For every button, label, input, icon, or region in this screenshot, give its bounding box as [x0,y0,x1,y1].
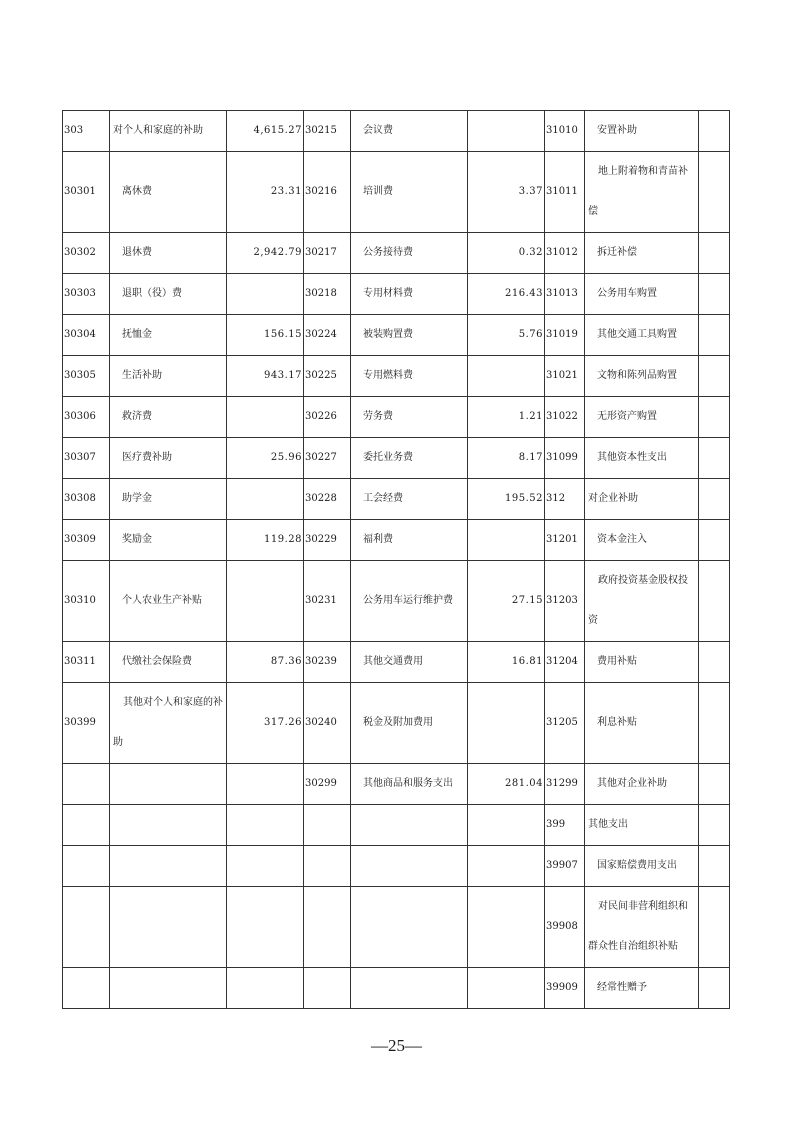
name-cell: 代缴社会保险费 [110,642,227,683]
amount-cell: 87.36 [227,642,304,683]
page-number: —25— [371,1036,422,1055]
name-cell: 对企业补助 [585,479,699,520]
code-cell: 30304 [63,315,110,356]
amount-cell [227,846,304,887]
wrapped-name: 政府投资基金股权投资 [588,575,688,626]
name-cell: 其他交通工具购置 [585,315,699,356]
amount-cell [699,315,730,356]
name-cell [110,683,227,764]
name-cell: 委托业务费 [351,438,468,479]
name-cell: 奖励金 [110,520,227,561]
amount-cell: 317.26 [227,683,304,764]
amount-cell [468,968,545,1009]
amount-cell [468,520,545,561]
code-cell [63,887,110,968]
code-cell: 39907 [545,846,585,887]
name-cell [351,887,468,968]
code-cell: 30224 [304,315,351,356]
code-cell: 30306 [63,397,110,438]
name-cell [110,805,227,846]
table-row [63,397,730,438]
code-cell: 30311 [63,642,110,683]
amount-cell [699,520,730,561]
name-cell: 退休费 [110,233,227,274]
code-cell: 31201 [545,520,585,561]
amount-cell [699,805,730,846]
amount-cell [699,274,730,315]
code-cell [304,805,351,846]
code-cell: 30240 [304,683,351,764]
code-cell: 30310 [63,561,110,642]
code-cell: 30215 [304,111,351,152]
name-cell: 费用补贴 [585,642,699,683]
amount-cell [468,111,545,152]
name-cell: 拆迁补偿 [585,233,699,274]
name-cell: 无形资产购置 [585,397,699,438]
name-cell: 经常性赠予 [585,968,699,1009]
code-cell: 30218 [304,274,351,315]
table-row [63,968,730,1009]
name-cell: 生活补助 [110,356,227,397]
name-cell: 福利费 [351,520,468,561]
code-cell: 312 [545,479,585,520]
code-cell: 30225 [304,356,351,397]
amount-cell [468,683,545,764]
amount-cell: 23.31 [227,152,304,233]
name-cell: 会议费 [351,111,468,152]
amount-cell: 8.17 [468,438,545,479]
table-row [63,683,730,764]
table-row [63,479,730,520]
amount-cell [227,561,304,642]
code-cell: 31010 [545,111,585,152]
name-cell [110,968,227,1009]
amount-cell [699,642,730,683]
name-cell: 专用材料费 [351,274,468,315]
wrapped-name: 其他对个人和家庭的补助 [113,697,223,748]
amount-cell: 2,942.79 [227,233,304,274]
code-cell: 30305 [63,356,110,397]
table-row [63,233,730,274]
amount-cell: 0.32 [468,233,545,274]
name-cell: 其他支出 [585,805,699,846]
wrapped-name: 对民间非营利组织和群众性自治组织补贴 [588,901,688,952]
amount-cell [227,805,304,846]
amount-cell [468,846,545,887]
amount-cell [699,479,730,520]
amount-cell [699,356,730,397]
code-cell: 30302 [63,233,110,274]
code-cell: 30308 [63,479,110,520]
wrapped-name: 地上附着物和青苗补偿 [588,166,688,217]
code-cell [63,968,110,1009]
code-cell: 30239 [304,642,351,683]
name-cell: 资本金注入 [585,520,699,561]
amount-cell [227,887,304,968]
code-cell: 39909 [545,968,585,1009]
code-cell [304,968,351,1009]
amount-cell: 3.37 [468,152,545,233]
name-cell [351,846,468,887]
name-cell: 被装购置费 [351,315,468,356]
name-cell: 工会经费 [351,479,468,520]
amount-cell: 4,615.27 [227,111,304,152]
code-cell: 31021 [545,356,585,397]
code-cell [63,764,110,805]
amount-cell [227,274,304,315]
code-cell: 30231 [304,561,351,642]
name-cell: 公务用车购置 [585,274,699,315]
amount-cell: 943.17 [227,356,304,397]
amount-cell [699,152,730,233]
amount-cell [699,397,730,438]
code-cell: 30228 [304,479,351,520]
name-cell: 对个人和家庭的补助 [110,111,227,152]
name-cell: 公务用车运行维护费 [351,561,468,642]
code-cell [304,887,351,968]
amount-cell [227,397,304,438]
code-cell: 31204 [545,642,585,683]
expenditure-table [62,110,730,1009]
code-cell: 30303 [63,274,110,315]
amount-cell [468,356,545,397]
name-cell: 其他对企业补助 [585,764,699,805]
table-row [63,315,730,356]
table-row [63,438,730,479]
name-cell [585,561,699,642]
table-row [63,152,730,233]
code-cell: 31019 [545,315,585,356]
name-cell: 抚恤金 [110,315,227,356]
amount-cell [699,438,730,479]
amount-cell [468,805,545,846]
name-cell: 助学金 [110,479,227,520]
table-row [63,642,730,683]
amount-cell: 119.28 [227,520,304,561]
amount-cell: 281.04 [468,764,545,805]
table-row [63,846,730,887]
amount-cell: 156.15 [227,315,304,356]
name-cell [351,805,468,846]
amount-cell [699,764,730,805]
amount-cell [699,846,730,887]
name-cell [110,887,227,968]
name-cell [351,968,468,1009]
table-row [63,805,730,846]
amount-cell [699,968,730,1009]
name-cell: 救济费 [110,397,227,438]
table-row [63,274,730,315]
table-body [63,111,730,1009]
code-cell: 30309 [63,520,110,561]
code-cell [63,805,110,846]
code-cell: 31012 [545,233,585,274]
name-cell [110,764,227,805]
amount-cell: 5.76 [468,315,545,356]
name-cell: 其他资本性支出 [585,438,699,479]
amount-cell: 25.96 [227,438,304,479]
name-cell: 税金及附加费用 [351,683,468,764]
amount-cell [227,479,304,520]
amount-cell [227,764,304,805]
table-row [63,356,730,397]
code-cell: 30229 [304,520,351,561]
name-cell: 其他商品和服务支出 [351,764,468,805]
amount-cell: 1.21 [468,397,545,438]
code-cell: 30299 [304,764,351,805]
name-cell: 个人农业生产补贴 [110,561,227,642]
name-cell: 其他交通费用 [351,642,468,683]
amount-cell [699,887,730,968]
name-cell [110,846,227,887]
code-cell [304,846,351,887]
amount-cell [227,968,304,1009]
code-cell: 30399 [63,683,110,764]
code-cell: 31203 [545,561,585,642]
code-cell: 31011 [545,152,585,233]
table-row [63,561,730,642]
amount-cell [699,561,730,642]
table-row [63,520,730,561]
name-cell: 培训费 [351,152,468,233]
code-cell: 303 [63,111,110,152]
code-cell: 30216 [304,152,351,233]
name-cell: 医疗费补助 [110,438,227,479]
amount-cell [699,683,730,764]
name-cell [585,152,699,233]
name-cell: 国家赔偿费用支出 [585,846,699,887]
code-cell: 30307 [63,438,110,479]
code-cell: 30226 [304,397,351,438]
code-cell: 31299 [545,764,585,805]
name-cell: 退职（役）费 [110,274,227,315]
name-cell: 文物和陈列品购置 [585,356,699,397]
code-cell: 399 [545,805,585,846]
amount-cell: 195.52 [468,479,545,520]
code-cell: 39908 [545,887,585,968]
code-cell: 31099 [545,438,585,479]
amount-cell [468,887,545,968]
name-cell [585,887,699,968]
amount-cell [699,233,730,274]
code-cell: 30227 [304,438,351,479]
table-row [63,764,730,805]
name-cell: 安置补助 [585,111,699,152]
code-cell: 31205 [545,683,585,764]
amount-cell: 27.15 [468,561,545,642]
name-cell: 离休费 [110,152,227,233]
amount-cell: 216.43 [468,274,545,315]
name-cell: 公务接待费 [351,233,468,274]
name-cell: 劳务费 [351,397,468,438]
code-cell: 31013 [545,274,585,315]
amount-cell: 16.81 [468,642,545,683]
name-cell: 专用燃料费 [351,356,468,397]
amount-cell [699,111,730,152]
code-cell: 31022 [545,397,585,438]
table-row [63,887,730,968]
code-cell: 30217 [304,233,351,274]
name-cell: 利息补贴 [585,683,699,764]
table-row [63,111,730,152]
code-cell: 30301 [63,152,110,233]
code-cell [63,846,110,887]
